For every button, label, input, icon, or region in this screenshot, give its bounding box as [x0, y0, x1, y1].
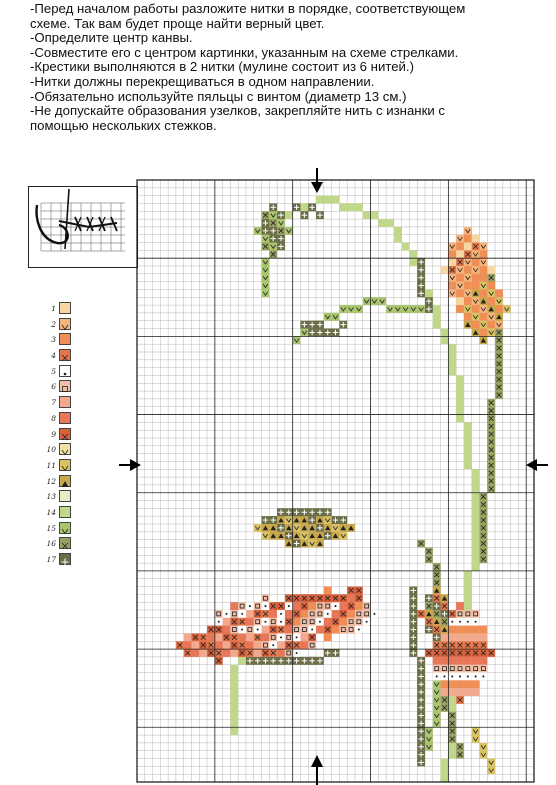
legend-number: 10	[46, 445, 56, 455]
legend-number: 1	[51, 304, 56, 313]
instruction-line: помощью нескольких стежков.	[30, 117, 217, 133]
instruction-line: -Не допускайте образования узелков, закрепляйте нить с изнанки с	[30, 103, 445, 119]
center-arrow-icon	[311, 755, 323, 785]
instruction-line: -Совместите его с центром картинки, указанным на схеме стрелками.	[30, 44, 459, 60]
legend-number: 12	[46, 476, 56, 486]
instruction-line: -Нитки должны перекрещиваться в одном направлении.	[30, 73, 375, 89]
instruction-line: -Перед началом работы разложите нитки в порядке, соответствующем	[30, 1, 466, 16]
legend-number: 2	[51, 319, 56, 329]
legend-number: 14	[46, 507, 56, 517]
chart-stitches	[176, 196, 511, 782]
legend-number: 13	[46, 492, 56, 502]
instruction-line: -Крестики выполняются в 2 нитки (мулине состоит из 6 нитей.)	[30, 59, 414, 75]
legend-number: 15	[46, 523, 56, 533]
legend-number: 4	[51, 351, 56, 361]
legend-number: 3	[51, 335, 56, 345]
legend-number: 7	[51, 398, 56, 408]
legend-number: 8	[51, 413, 56, 423]
legend-number: 6	[51, 382, 56, 392]
instruction-line: схеме. Так вам будет проще найти верный цвет.	[30, 15, 325, 31]
instruction-line: -Обязательно используйте пяльцы с винтом (диаметр 13 см.)	[30, 88, 407, 104]
instruction-line: -Определите центр канвы.	[30, 30, 193, 46]
legend-number: 9	[51, 429, 56, 439]
legend-number: 17	[46, 555, 56, 564]
legend-number: 11	[46, 460, 56, 470]
legend-number: 5	[51, 366, 56, 376]
legend-number: 16	[46, 539, 56, 549]
